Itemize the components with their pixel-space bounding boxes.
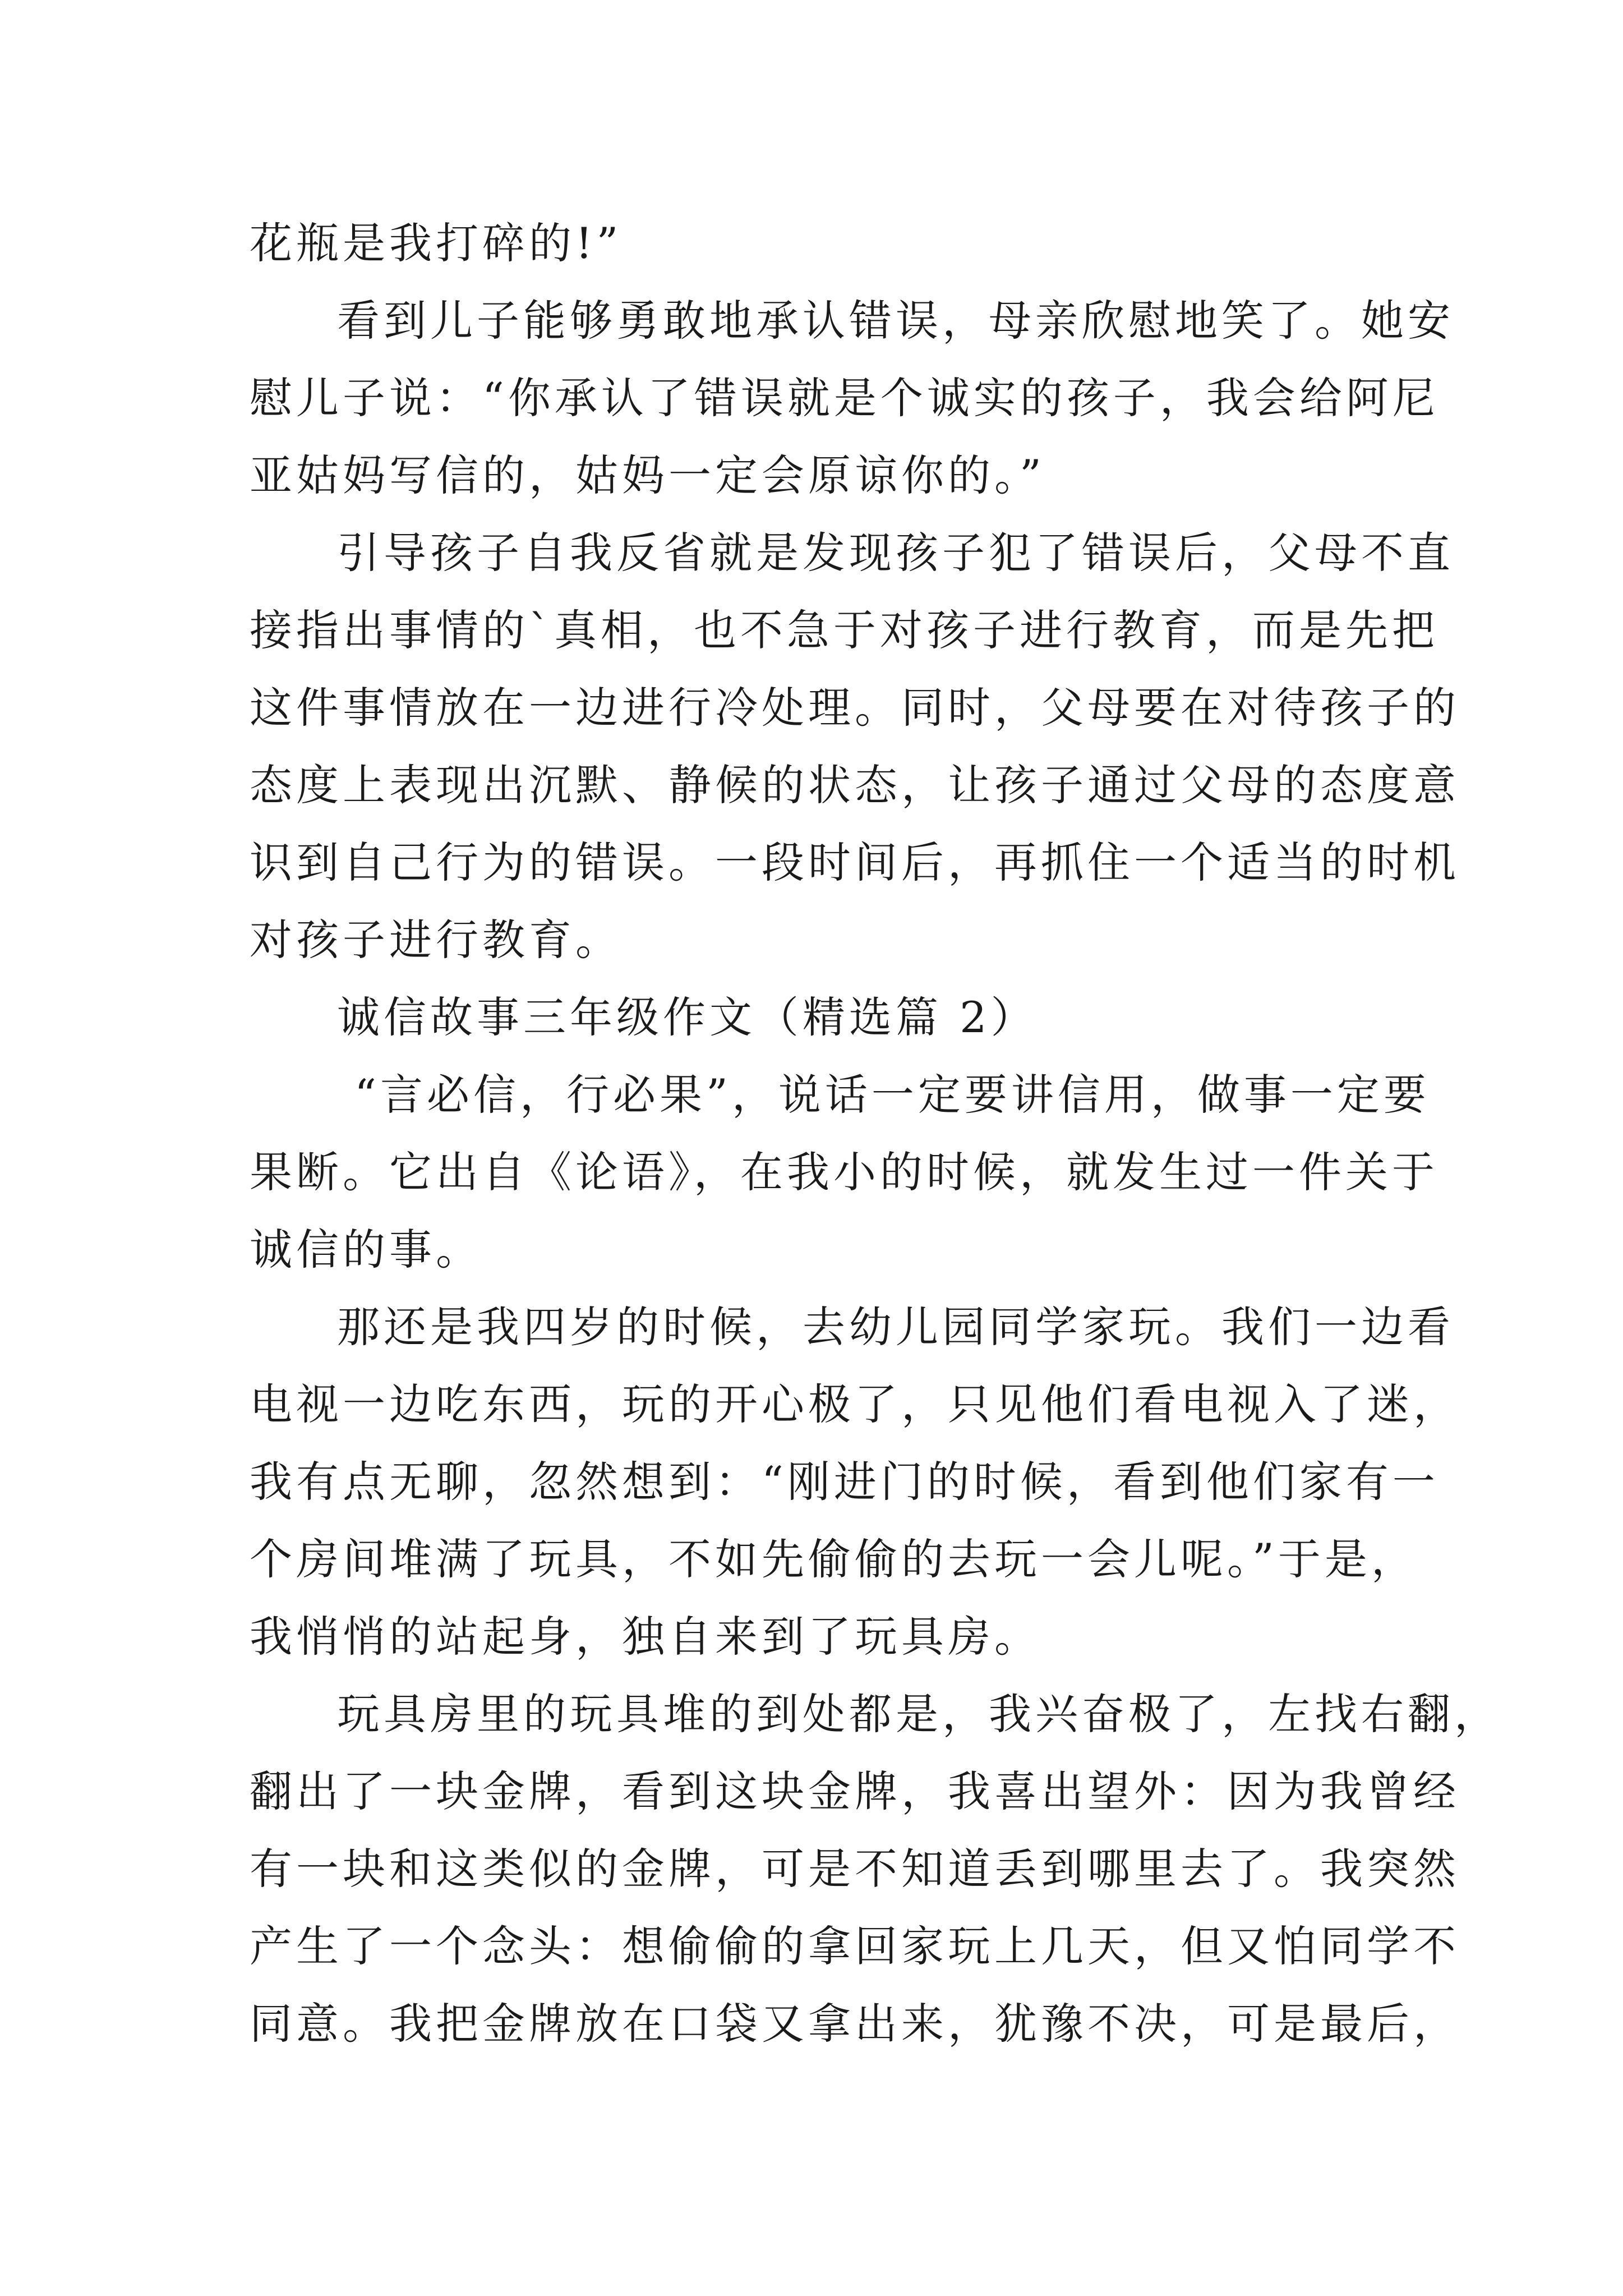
paragraph-start-line: 那还是我四岁的时候，去幼儿园同学家玩。我们一边看: [337, 1302, 1454, 1352]
text-line: 果断。它出自《论语》，在我小的时候，就发生过一件关于: [250, 1147, 1438, 1197]
paragraph-start-line: 看到儿子能够勇敢地承认错误，母亲欣慰地笑了。她安: [337, 296, 1454, 346]
section-heading: 诚信故事三年级作文（精选篇 2）: [337, 992, 1038, 1042]
text-line: 我有点无聊，忽然想到：“刚进门的时候，看到他们家有一: [250, 1457, 1439, 1507]
text-line: 产生了一个念头：想偷偷的拿回家玩上几天，但又怕同学不: [250, 1921, 1460, 1971]
text-line: 翻出了一块金牌，看到这块金牌，我喜出望外：因为我曾经: [250, 1766, 1460, 1816]
text-line: 对孩子进行教育。: [250, 915, 622, 965]
text-line: 态度上表现出沉默、静候的状态，让孩子通过父母的态度意: [250, 760, 1460, 810]
document-body: [250, 205, 1501, 2063]
text-line: 我悄悄的站起身，独自来到了玩具房。: [250, 1612, 1041, 1662]
paragraph-start-line: 引导孩子自我反省就是发现孩子犯了错误后，父母不直: [337, 528, 1454, 578]
text-line: 识到自己行为的错误。一段时间后，再抓住一个适当的时机: [250, 838, 1460, 887]
text-line: 这件事情放在一边进行冷处理。同时，父母要在对待孩子的: [250, 683, 1460, 733]
text-line: 接指出事情的`真相，也不急于对孩子进行教育，而是先把: [250, 605, 1438, 655]
paragraph-start-line: “言必信，行必果”，说话一定要讲信用，做事一定要: [337, 1070, 1430, 1120]
text-line: 亚姑妈写信的，姑妈一定会原谅你的。”: [250, 450, 1045, 500]
text-line: 慰儿子说：“你承认了错误就是个诚实的孩子，我会给阿尼: [250, 373, 1439, 423]
text-line: 诚信的事。: [250, 1225, 482, 1274]
text-line: 电视一边吃东西，玩的开心极了，只见他们看电视入了迷，: [250, 1379, 1460, 1429]
text-line: 个房间堆满了玩具，不如先偷偷的去玩一会儿呢。”于是，: [250, 1534, 1418, 1584]
paragraph-start-line: 玩具房里的玩具堆的到处都是，我兴奋极了，左找右翻，: [337, 1689, 1501, 1739]
text-line: 花瓶是我打碎的!”: [250, 218, 623, 268]
text-line: 有一块和这类似的金牌，可是不知道丢到哪里去了。我突然: [250, 1844, 1460, 1894]
text-line: 同意。我把金牌放在口袋又拿出来，犹豫不决，可是最后，: [250, 1999, 1460, 2049]
